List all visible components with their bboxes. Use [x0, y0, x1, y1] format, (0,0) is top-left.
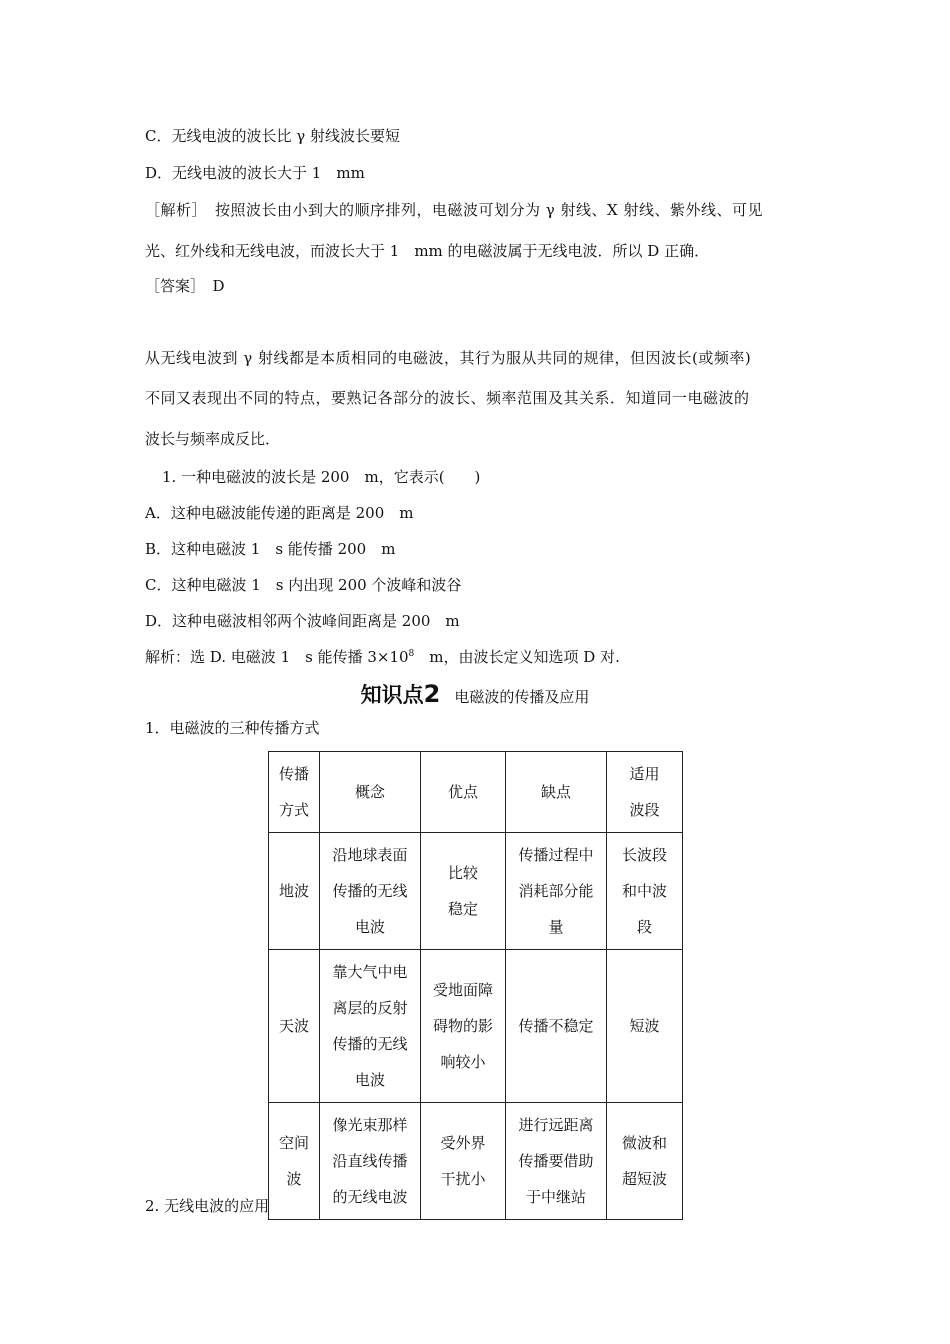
answer: ［答案］ D — [145, 277, 225, 295]
table-cell: 受地面障 碍物的影 响较小 — [421, 950, 506, 1103]
table-cell: 地波 — [269, 833, 320, 950]
table-cell: 像光束那样 沿直线传播 的无线电波 — [320, 1103, 421, 1220]
option-c: C．无线电波的波长比 γ 射线波长要短 — [145, 127, 400, 145]
table-cell: 天波 — [269, 950, 320, 1103]
knowledge-point-heading — [0, 679, 950, 709]
knowledge-point-title: 电磁波的传播及应用 — [454, 688, 590, 706]
table-cell: 比较 稳定 — [421, 833, 506, 950]
solution-exponent: 8 — [408, 649, 415, 659]
table-cell: 进行远距离 传播要借助 于中继站 — [506, 1103, 607, 1220]
table-header-cell: 优点 — [421, 752, 506, 833]
summary-line-2: 不同又表现出不同的特点，要熟记各部分的波长、频率范围及其关系．知道同一电磁波的 — [145, 389, 750, 407]
table-header-cell: 适用 波段 — [607, 752, 683, 833]
question-option-a: A．这种电磁波能传递的距离是 200 m — [145, 504, 414, 522]
table-cell: 传播过程中 消耗部分能 量 — [506, 833, 607, 950]
table-header-cell: 缺点 — [506, 752, 607, 833]
table-cell: 长波段 和中波 段 — [607, 833, 683, 950]
section-2-title: 2. 无线电波的应用 — [145, 1197, 270, 1215]
knowledge-point-number: 2 — [423, 680, 441, 708]
table-row — [269, 833, 683, 950]
section-1-title: 1．电磁波的三种传播方式 — [145, 719, 320, 737]
question-stem: 1. 一种电磁波的波长是 200 m，它表示( ) — [162, 468, 481, 486]
table-cell: 短波 — [607, 950, 683, 1103]
summary-line-1: 从无线电波到 γ 射线都是本质相同的电磁波，其行为服从共同的规律，但因波长(或频率) — [145, 349, 752, 367]
summary-line-3: 波长与频率成反比． — [145, 430, 281, 448]
table-header-cell: 概念 — [320, 752, 421, 833]
table-cell: 靠大气中电 离层的反射 传播的无线 电波 — [320, 950, 421, 1103]
table-header-cell: 传播 方式 — [269, 752, 320, 833]
table-cell: 空间 波 — [269, 1103, 320, 1220]
table-header-row — [269, 752, 683, 833]
propagation-table — [268, 751, 683, 1220]
solution-text-end: m，由波长定义知选项 D 对. — [414, 648, 620, 666]
table-cell: 受外界 干扰小 — [421, 1103, 506, 1220]
question-solution — [145, 647, 620, 667]
analysis-line-1: ［解析］ 按照波长由小到大的顺序排列，电磁波可划分为 γ 射线、X 射线、紫外线、可见 — [145, 201, 763, 219]
table-row — [269, 1103, 683, 1220]
table-row — [269, 950, 683, 1103]
table-cell: 沿地球表面 传播的无线 电波 — [320, 833, 421, 950]
option-d: D．无线电波的波长大于 1 mm — [145, 164, 365, 182]
analysis-line-2: 光、红外线和无线电波，而波长大于 1 mm 的电磁波属于无线电波．所以 D 正确． — [145, 242, 710, 260]
table-cell: 传播不稳定 — [506, 950, 607, 1103]
question-option-d: D．这种电磁波相邻两个波峰间距离是 200 m — [145, 612, 460, 630]
solution-text: 解析：选 D. 电磁波 1 s 能传播 3×10 — [145, 648, 409, 666]
table-cell: 微波和 超短波 — [607, 1103, 683, 1220]
knowledge-point-label: 知识点 — [360, 683, 424, 707]
question-option-b: B．这种电磁波 1 s 能传播 200 m — [145, 540, 396, 558]
question-option-c: C．这种电磁波 1 s 内出现 200 个波峰和波谷 — [145, 576, 462, 594]
